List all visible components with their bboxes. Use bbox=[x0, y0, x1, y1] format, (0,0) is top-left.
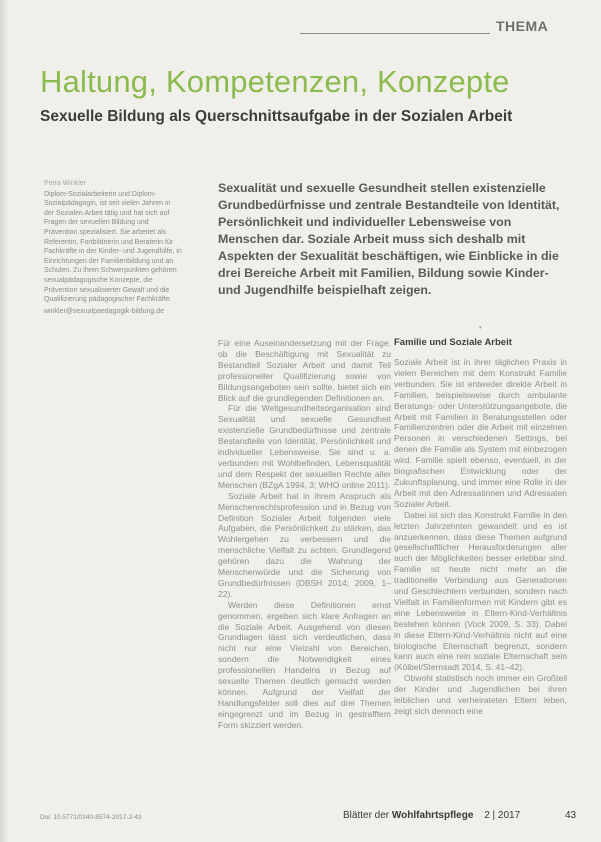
body-paragraph: Soziale Arbeit ist in ihrer täglichen Praxis in vielen Bereichen mit dem Konstrukt Familie verbunden. Sie ist entweder direkte Arbeit in Familien, beispielsweise durch ambulante Beratungs- oder Unterstützungsangebote, die Arbeit mit Familien in Beratungsstellen oder Familienzentren oder die Arbeit mit einzelnen Personen in verschiedenen Settings, bei denen die Familie als System mit einbezogen wird. Familie spielt ebenso, eventuell, in der biografischen Entwicklung oder der Zukunftsplanung, und immer eine Rolle in der Arbeit mit den Adressatinnen und Adressaten Sozialer Arbeit. bbox=[394, 357, 567, 509]
journal-prefix: Blätter der bbox=[343, 810, 392, 821]
author-name: Petra Winkler bbox=[44, 180, 87, 187]
body-paragraph: Dabei ist sich das Konstrukt Familie in den letzten Jahrzehnten gewandelt und es ist anzuerkennen, dass diese Themen aufgrund gesellschaftlicher Herausforderungen aller auch der Möglichkeiten besser erlebbar sind. Familie ist heute nicht mehr an die traditionelle Verbindung aus Generationen und Geschlechtern verbunden, sondern nach Vielfalt in Familienformen mit Kindern gibt es eine Lebensweise in Eltern-Kind-Verhältnis bestehen können (Vock 2009, S. 33). Dabei in diese Eltern-Kind-Verhältnis nicht auf eine biologische Elternschaft begrenzt, sondern kann auch eine rein soziale Elternschaft sein (Kölbel/Sternsadt 2014, S. 41–42). bbox=[394, 509, 567, 673]
scan-edge bbox=[0, 0, 8, 842]
lead-paragraph: Sexualität und sexuelle Gesundheit stellen existenzielle Grundbedürfnisse und zentrale Bestandteile von Identität, Persönlichkeit und individueller Lebensweise von Menschen dar. Soziale Arbeit muss sich deshalb mit Aspekten der Sexualität beschäftigen, wie Einblicke in die drei Bereiche Arbeit mit Familien, Bildung sowie Kinder- und Jugendhilfe beispielhaft zeigen. bbox=[218, 181, 560, 297]
journal-name: Wohlfahrtspflege bbox=[391, 810, 474, 821]
body-column-2 bbox=[394, 337, 567, 804]
doi-footer: Doi: 10.5771/0340-8574-2017-2-43 bbox=[40, 814, 142, 821]
body-paragraph: Werden diese Definitionen ernst genommen, ergeben sich klare Anfragen an die Soziale Arbeit. Ausgehend von diesen Grundlagen lässt sich verdeutlichen, dass nicht nur eine Vielzahl von Bereichen, sondern die Notwendigkeit eines professionellen Handelns in Bezug auf sexuelle Themen deutlich gemacht werden können. Aufgrund der Vielfalt der Handlungsfelder soll dies auf drei Themen eingegrenzt und im Bezug in gestrafftem Form skizziert werden. bbox=[218, 599, 391, 730]
body-paragraph: Obwohl statistisch noch immer ein Großteil der Kinder und Jugendlichen bei ihren leiblichen und verheirateten Eltern leben, zeigt sich dennoch eine bbox=[394, 673, 567, 716]
section-label: THEMA bbox=[496, 18, 549, 34]
header-rule bbox=[300, 33, 490, 34]
section-heading: Familie und Soziale Arbeit bbox=[394, 337, 512, 348]
body-paragraph: Für eine Auseinandersetzung mit der Frage, ob die Beschäftigung mit Sexualität zu Bestandteil Sozialer Arbeit und damit Teil professioneller Qualifizierung sowie von Bildungsangeboten sein sollte, bietet sich ein Blick auf die grundlegenden Definitionen an. bbox=[218, 338, 391, 403]
scan-mark: • bbox=[479, 323, 482, 332]
author-email[interactable]: winkler@sexualpaedagogik-bildung.de bbox=[44, 307, 164, 315]
journal-footer bbox=[343, 810, 576, 821]
page-number: 43 bbox=[564, 810, 577, 821]
body-column-1 bbox=[218, 338, 391, 800]
author-sidebar bbox=[44, 179, 182, 316]
article-title: Haltung, Kompetenzen, Konzepte bbox=[40, 64, 510, 99]
body-paragraph: Soziale Arbeit hat in ihrem Anspruch als Menschenrechtsprofession und in Bezug von Definition Sozialer Arbeit folgenden viele Aufgaben, die Persönlichkeit zu stärken, das Wohlergehen zu verbessern und die menschliche Vielfalt zu achten. Grundlegend gehören dazu die Wahrung der Menschenwürde und die Sicherung von Grundbedürfnissen (DBSH 2014; 2009, 1–22). bbox=[218, 490, 391, 599]
body-paragraph: Für die Weltgesundheitsorganisation sind Sexualität und sexuelle Gesundheit existenzielle Grundbedürfnisse und zentrale Bestandteile von Identität, Persönlichkeit und individueller Lebensweise. Sie sind u. a. verbunden mit Wohlbefinden, Lebensqualität und dem Respekt der sexuellen Rechte aller Menschen (BZgA 1994, 3; WHO online 2011). bbox=[218, 403, 391, 490]
article-subtitle: Sexuelle Bildung als Querschnittsaufgabe in der Sozialen Arbeit bbox=[40, 108, 513, 125]
author-bio: Diplom-Sozialarbeiterin und Diplom-Sozialpädagogin, ist seit vielen Jahren in der Sozialen Arbeit tätig und hat sich auf Fragen der sexuellen Bildung und Prävention spezialisiert. Sie arbeitet als Referentin, Fortbildnerin und Beraterin für Fachkräfte in der Kinder- und Jugendhilfe, in Einrichtungen der Familienbildung und an Schulen. Zu ihren Schwerpunkten gehören sexualpädagogische Konzepte, die Prävention sexualisierter Gewalt und die Qualifizierung pädagogischer Fachkräfte. bbox=[44, 190, 182, 304]
issue-number: 2 | 2017 bbox=[484, 810, 521, 821]
